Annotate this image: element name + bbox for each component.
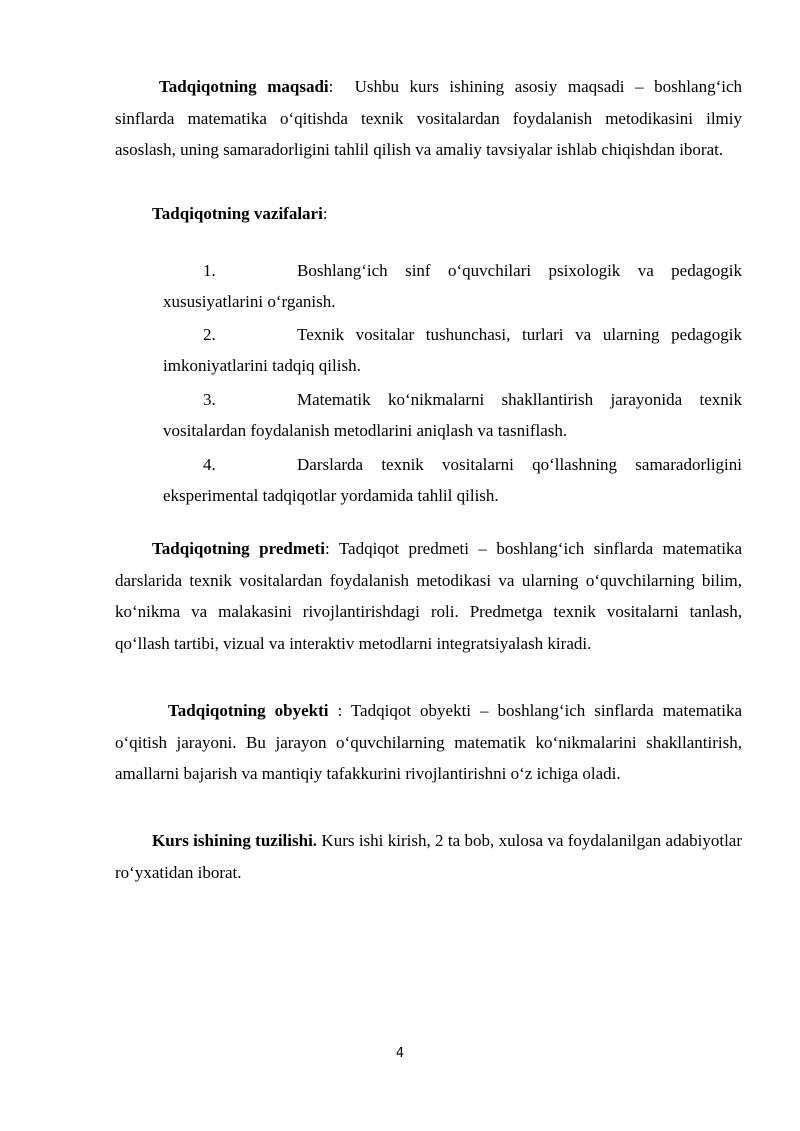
vazifa-text: Darslarda texnik vositalarni qo‘llashning samaradorligini eksperimental tadqiqotlar yordamida tahlil qilish. [163, 455, 742, 505]
maqsad-paragraph: Tadqiqotning maqsadi: Ushbu kurs ishining asosiy maqsadi – boshlang‘ich sinflarda matematika o‘qitishda texnik vositalardan foydalanish metodikasini ilmiy asoslash, uning samaradorligini tahlil qilish va amaliy tavsiyalar ishlab chiqishdan iborat. [115, 77, 742, 159]
vazifa-text: Matematik ko‘nikmalarni shakllantirish jarayonida texnik vositalardan foydalanish metodlarini aniqlash va tasniflash. [163, 390, 742, 440]
vazifa-item-4 [163, 449, 742, 511]
vazifa-item-1 [163, 255, 742, 317]
obyekt-title: Tadqiqotning obyekti [168, 701, 329, 720]
obyekt-paragraph: Tadqiqotning obyekti : Tadqiqot obyekti – boshlang‘ich sinflarda matematika o‘qitish jarayoni. Bu jarayon o‘quvchilarning matematik ko‘nikmalarini shakllantirish, amallarni bajarish va mantiqiy tafakkurini rivojlantirishni o‘z ichiga oladi. [115, 701, 742, 783]
vazifa-number: 4. [203, 455, 216, 474]
vazifalar-heading: Tadqiqotning vazifalari: [152, 204, 328, 223]
maqsad-title: Tadqiqotning maqsadi [159, 77, 329, 96]
vazifa-number: 3. [203, 390, 216, 409]
tuzilish-title: Kurs ishining tuzilishi. [152, 831, 318, 850]
vazifa-text: Boshlang‘ich sinf o‘quvchilari psixologik va pedagogik xususiyatlarini o‘rganish. [163, 261, 742, 311]
vazifa-item-3 [163, 384, 742, 446]
predmet-paragraph: Tadqiqotning predmeti: Tadqiqot predmeti – boshlang‘ich sinflarda matematika darslarida texnik vositalardan foydalanish metodikasi va ularning o‘quvchilarning bilim, ko‘nikma va malakasini rivojlantirishdagi roli. Predmetga texnik vositalarni tanlash, qo‘llash tartibi, vizual va interaktiv metodlarni integratsiyalash kiradi. [115, 539, 742, 653]
tuzilish-paragraph [115, 825, 742, 888]
page-number: 4 [395, 1046, 405, 1061]
vazifa-number: 2. [203, 325, 216, 344]
obyekt-body: Tadqiqot obyekti – boshlang‘ich sinflarda matematika o‘qitish jarayoni. Bu jarayon o‘quvchilarning matematik ko‘nikmalarini shakllantirish, amallarni bajarish va mantiqiy tafakkurini rivojlantirishni o‘z ichiga oladi. [115, 701, 742, 783]
predmet-body: Tadqiqot predmeti – boshlang‘ich sinflarda matematika darslarida texnik vositalardan foydalanish metodikasi va ularning o‘quvchilarning bilim, ko‘nikma va malakasini rivojlantirishdagi roli. Predmetga texnik vositalarni tanlash, qo‘llash tartibi, vizual va interaktiv metodlarni integratsiyalash kiradi. [115, 539, 742, 653]
vazifalar-title: Tadqiqotning vazifalari [152, 204, 323, 223]
vazifa-text: Texnik vositalar tushunchasi, turlari va ularning pedagogik imkoniyatlarini tadqiq qilish. [163, 325, 742, 375]
maqsad-body: Ushbu kurs ishining asosiy maqsadi – boshlang‘ich sinflarda matematika o‘qitishda texnik vositalardan foydalanish metodikasini ilmiy asoslash, uning samaradorligini tahlil qilish va amaliy tavsiyalar ishlab chiqishdan iborat. [115, 77, 742, 159]
vazifa-number: 1. [203, 261, 216, 280]
tuzilish-body: Kurs ishi kirish, 2 ta bob, xulosa va foydalanilgan adabiyotlar ro‘yxatidan iborat. [115, 831, 742, 882]
vazifa-item-2 [163, 319, 742, 381]
predmet-title: Tadqiqotning predmeti [152, 539, 325, 558]
